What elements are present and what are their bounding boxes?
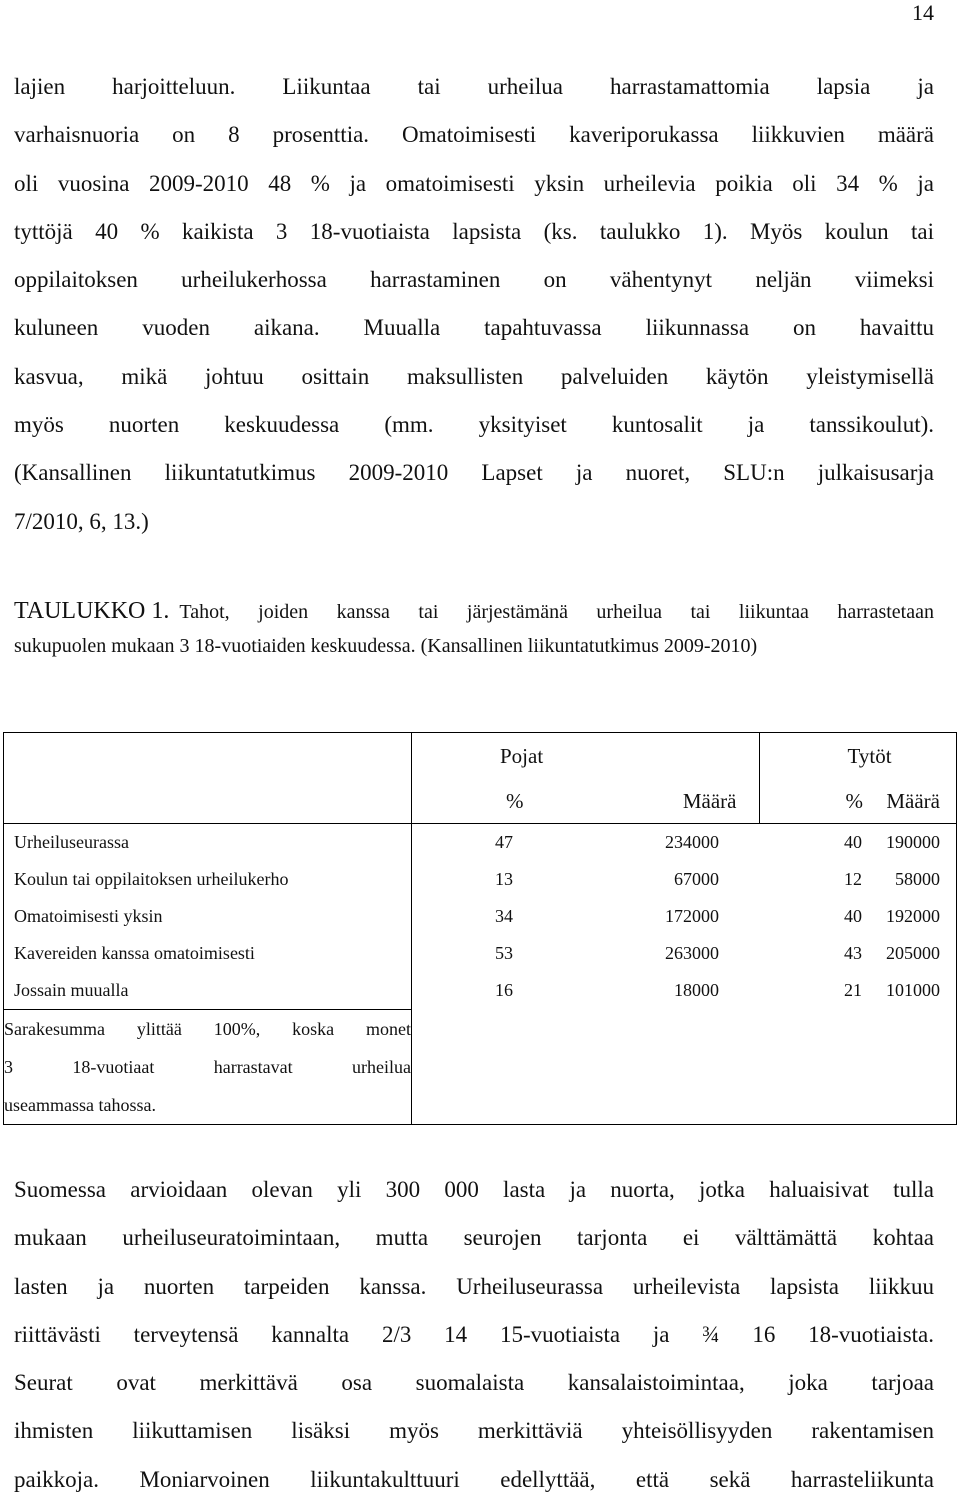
table-caption-line2: sukupuolen mukaan 3 18-vuotiaiden keskuudessa. (Kansallinen liikuntatutkimus 2009-2010) [14,635,758,657]
paragraph-2 [14,1166,934,1504]
paragraph-line: oli vuosina 2009-2010 48 % ja omatoimisesti yksin urheilevia poikia oli 34 % ja [14,170,934,196]
header-boys: Pojat [412,733,760,780]
table-note-empty [412,1010,957,1125]
girls-count: 101000 [877,972,957,1010]
paragraph-line: lajien harjoitteluun. Liikuntaa tai urheilua harrastamattomia lapsia ja [14,74,934,99]
row-label: Urheiluseurassa [4,824,412,862]
girls-count: 205000 [877,935,957,972]
boys-count: 172000 [665,906,719,926]
table-corner-cell [4,733,412,780]
girls-pct: 40 [844,832,862,852]
table-note-line: Sarakesumma ylittää 100%, koska monet [4,1019,411,1039]
table-caption-text: Tahot, joiden kanssa tai järjestämänä urheilua tai liikuntaa harrastetaan [179,601,934,623]
table-note-row [4,1010,957,1125]
girls-count: 192000 [877,898,957,935]
boys-pct: 53 [495,943,513,963]
boys-pct: 16 [495,980,513,1001]
paragraph-1 [14,63,934,546]
boys-count: 18000 [674,980,719,1001]
subheader-boys-pct: % [412,779,600,824]
row-label: Koulun tai oppilaitoksen urheilukerho [4,861,412,898]
header-girls: Tytöt [759,733,957,780]
girls-pct: 12 [844,869,862,889]
paragraph-line: kasvua, mikä johtuu osittain maksullisten palveluiden käytön yleistymisellä [14,363,934,389]
paragraph-line: Seurat ovat merkittävä osa suomalaista kansalaistoimintaa, joka tarjoaa [14,1370,934,1396]
paragraph-line: myös nuorten keskuudessa (mm. yksityiset kuntosalit ja tanssikoulut). [14,412,934,438]
boys-count: 67000 [674,869,719,889]
paragraph-line: (Kansallinen liikuntatutkimus 2009-2010 Lapset ja nuoret, SLU:n julkaisusarja [14,460,934,486]
subheader-girls-pct: % [759,779,877,824]
boys-pct: 13 [495,869,513,889]
girls-pct: 43 [844,943,862,963]
table-row [4,861,957,898]
girls-count: 58000 [877,861,957,898]
table-row [4,972,957,1010]
page-number: 14 [912,0,934,25]
paragraph-line: lasten ja nuorten tarpeiden kanssa. Urheiluseurassa urheilevista lapsista liikkuu [14,1273,934,1299]
girls-count: 190000 [877,824,957,862]
table-note [4,1010,412,1125]
row-label: Omatoimisesti yksin [4,898,412,935]
boys-count: 234000 [665,832,719,852]
paragraph-line: paikkoja. Moniarvoinen liikuntakulttuuri edellyttää, että sekä harrasteliikunta [14,1466,934,1492]
paragraph-line: mukaan urheiluseuratoimintaan, mutta seurojen tarjonta ei välttämättä kohtaa [14,1225,934,1251]
table-row [4,935,957,972]
girls-pct: 21 [844,980,862,1001]
subheader-boys-count: Määrä [599,779,759,824]
table-row [4,824,957,862]
row-label: Jossain muualla [4,972,412,1010]
table-row [4,898,957,935]
table-note-line: 3 18-vuotiaat harrastavat urheilua [4,1057,411,1077]
table-corner-cell [4,779,412,824]
boys-pct: 34 [495,906,513,926]
data-table [3,732,957,1125]
paragraph-line: varhaisnuoria on 8 prosenttia. Omatoimisesti kaveriporukassa liikkuvien määrä [14,122,934,148]
paragraph-line: ihmisten liikuttamisen lisäksi myös merkittäviä yhteisöllisyyden rakentamisen [14,1418,934,1444]
paragraph-line: tyttöjä 40 % kaikista 3 18-vuotiaista lapsista (ks. taulukko 1). Myös koulun tai [14,218,934,244]
boys-count: 263000 [665,943,719,963]
boys-pct: 47 [495,832,513,852]
row-label: Kavereiden kanssa omatoimisesti [4,935,412,972]
paragraph-line: oppilaitoksen urheilukerhossa harrastaminen on vähentynyt neljän viimeksi [14,267,934,293]
table-caption [14,598,934,658]
paragraph-line: Suomessa arvioidaan olevan yli 300 000 lasta ja nuorta, jotka haluaisivat tulla [14,1177,934,1202]
girls-pct: 40 [844,906,862,926]
paragraph-line: kuluneen vuoden aikana. Muualla tapahtuvassa liikunnassa on havaittu [14,315,934,341]
paragraph-line: riittävästi terveytensä kannalta 2/3 14 15-vuotiaista ja ¾ 16 18-vuotiaista. [14,1321,934,1347]
table-note-line: useammassa tahossa. [4,1095,156,1115]
table-caption-label: TAULUKKO 1. [14,598,170,624]
paragraph-line: 7/2010, 6, 13.) [14,508,149,534]
subheader-girls-count: Määrä [877,779,957,824]
